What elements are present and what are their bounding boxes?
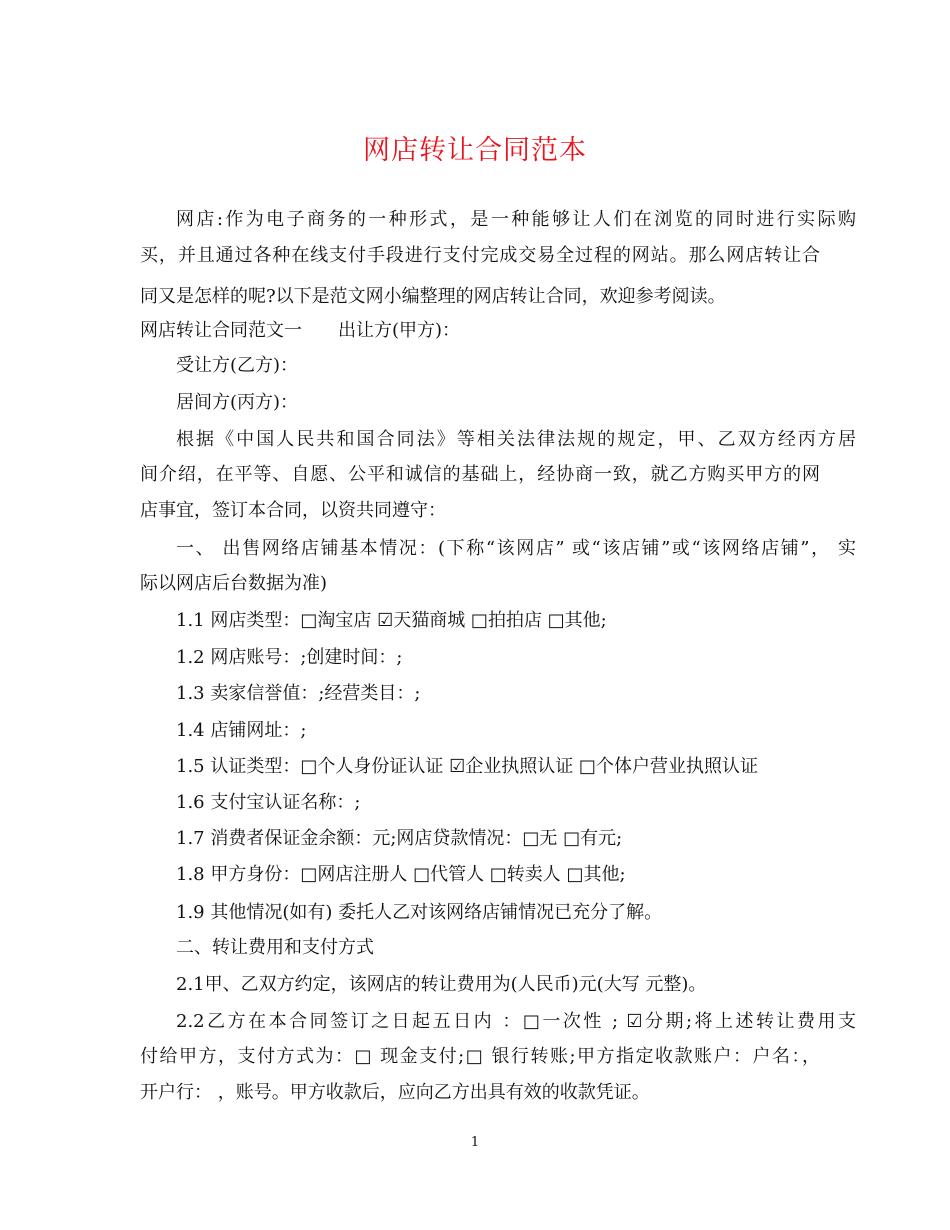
list-item: 1.2 网店账号：;创建时间：; (176, 647, 403, 668)
paragraph-line: 受让方(乙方)： (176, 355, 299, 376)
paragraph-line: 网店转让合同范文一 出让方(甲方)： (140, 320, 461, 341)
document-title: 网店转让合同范本 (363, 135, 587, 166)
list-item: 1.3 卖家信誉值：;经营类目：; (176, 683, 421, 704)
list-item: 1.5 认证类型：□个人身份证认证 ☑企业执照认证 □个体户营业执照认证 (176, 756, 758, 777)
section-heading: 二、转让费用和支付方式 (176, 937, 374, 958)
paragraph-line: 一、 出售网络店铺基本情况：(下称“该网店” 或“该店铺”或“该网络店铺”， 实 (176, 538, 856, 559)
list-item: 1.7 消费者保证金余额：元;网店贷款情况：□无 □有元; (176, 828, 623, 849)
list-item: 1.4 店铺网址：; (176, 720, 307, 741)
paragraph-line: 根据《中国人民共和国合同法》等相关法律法规的规定，甲、乙双方经丙方居 (176, 429, 856, 450)
paragraph-line: 间介绍，在平等、自愿、公平和诚信的基础上，经协商一致，就乙方购买甲方的网 (140, 464, 820, 485)
paragraph-line: 际以网店后台数据为准) (140, 573, 328, 594)
paragraph-line: 网店:作为电子商务的一种形式，是一种能够让人们在浏览的同时进行实际购 (176, 209, 856, 230)
paragraph-line: 居间方(丙方)： (176, 392, 299, 413)
paragraph-line: 付给甲方，支付方式为：□ 现金支付;□ 银行转账;甲方指定收款账户：户名：， (140, 1046, 820, 1067)
paragraph-line: 店事宜，签订本合同，以资共同遵守： (140, 500, 446, 521)
list-item: 1.6 支付宝认证名称：; (176, 792, 361, 813)
paragraph-line: 买，并且通过各种在线支付手段进行支付完成交易全过程的网站。那么网店转让合 (140, 245, 820, 266)
list-item: 2.1甲、乙双方约定，该网店的转让费用为(人民币)元(大写 元整)。 (176, 974, 707, 995)
page-number: 1 (470, 1135, 480, 1150)
list-item: 1.1 网店类型：□淘宝店 ☑天猫商城 □拍拍店 □其他; (176, 610, 607, 631)
list-item: 2.2乙方在本合同签订之日起五日内 ：□一次性 ; ☑分期;将上述转让费用支 (176, 1011, 856, 1032)
paragraph-line: 同又是怎样的呢?以下是范文网小编整理的网店转让合同，欢迎参考阅读。 (140, 286, 726, 307)
list-item: 1.9 其他情况(如有) 委托人乙对该网络店铺情况已充分了解。 (176, 902, 663, 923)
paragraph-line: 开户行： ，账号。甲方收款后，应向乙方出具有效的收款凭证。 (140, 1082, 650, 1103)
list-item: 1.8 甲方身份：□网店注册人 □代管人 □转卖人 □其他; (176, 864, 626, 885)
